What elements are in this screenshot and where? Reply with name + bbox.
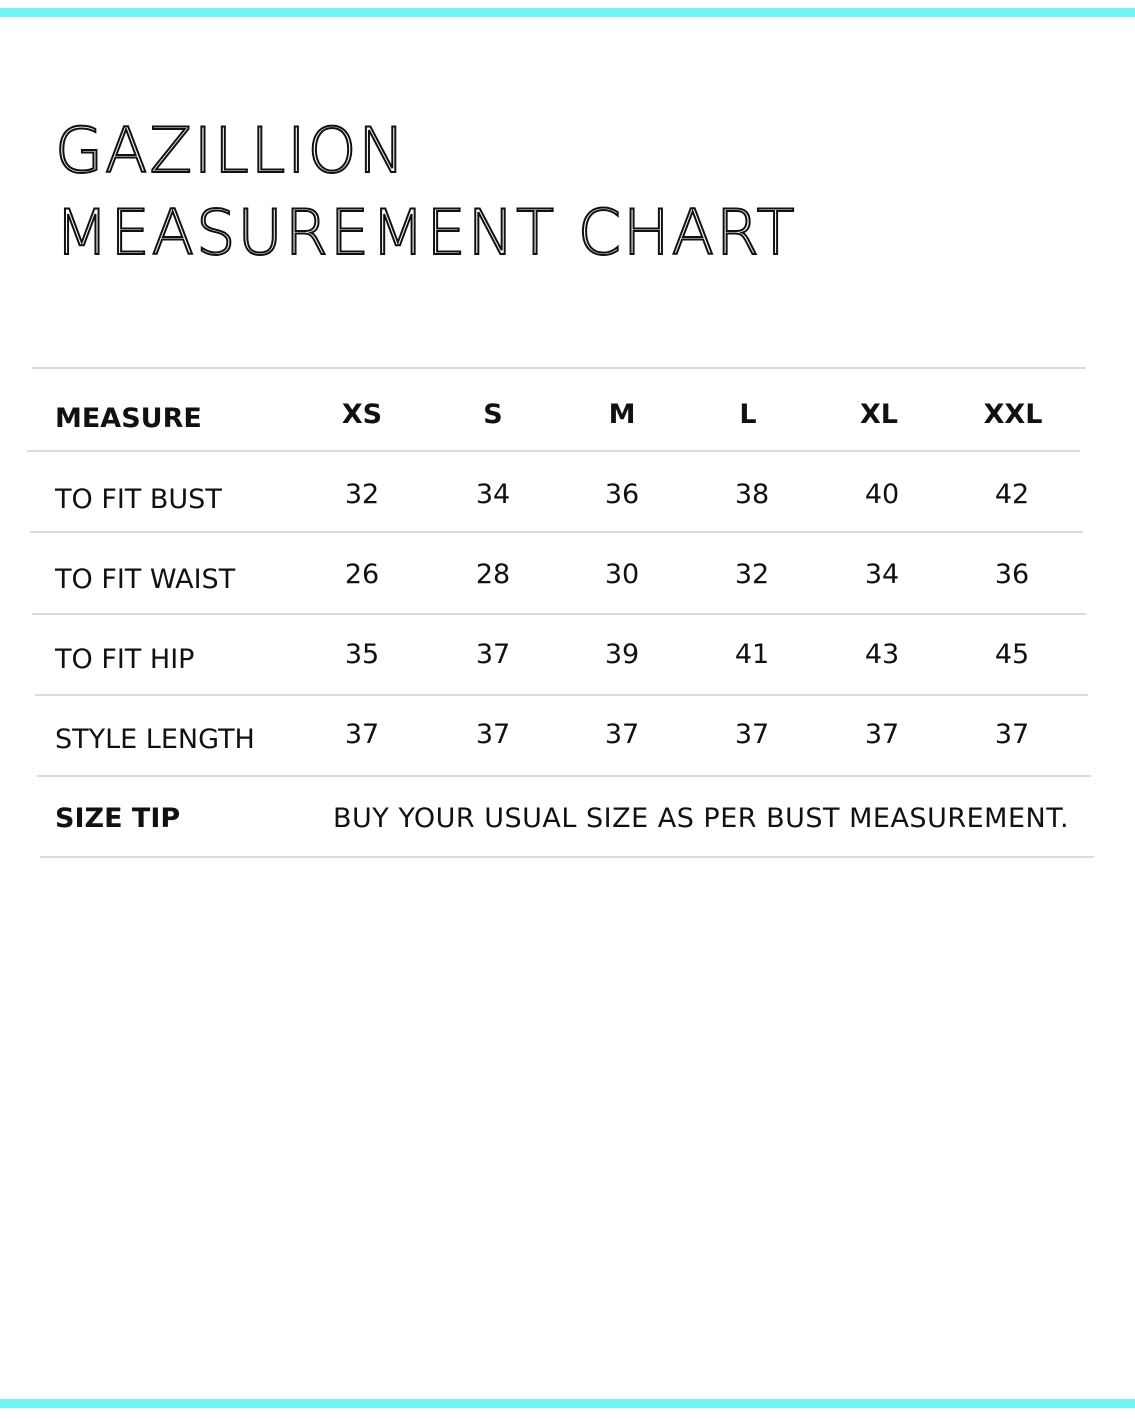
cell-value: 34 [864,559,900,590]
cell-value: 35 [344,639,380,670]
header-size: XL [859,399,899,430]
table-rule [30,531,1083,533]
header-size: S [483,399,503,430]
row-label: TO FIT HIP [55,644,195,675]
header-size: M [608,399,636,430]
cell-value: 28 [475,559,511,590]
table-rule-header [27,450,1080,452]
cell-value: 40 [864,479,900,510]
cell-value: 41 [734,639,770,670]
cell-value: 38 [734,479,770,510]
table-rule [37,775,1091,777]
header-size: XS [341,399,383,430]
cell-value: 37 [864,719,900,750]
top-accent-bar [0,8,1135,17]
row-label: TO FIT BUST [55,484,222,515]
cell-value: 37 [604,719,640,750]
cell-value: 36 [604,479,640,510]
row-label: TO FIT WAIST [55,564,236,595]
cell-value: 37 [344,719,380,750]
title-brand: GAZILLION [55,114,407,187]
size-tip-text: BUY YOUR USUAL SIZE AS PER BUST MEASUREMENT. [333,803,1070,834]
cell-value: 43 [864,639,900,670]
table-rule-top [32,367,1086,369]
cell-value: 42 [994,479,1030,510]
page-title [55,110,796,274]
cell-value: 37 [994,719,1030,750]
cell-value: 26 [344,559,380,590]
header-size: XXL [983,399,1043,430]
size-tip-label: SIZE TIP [55,803,181,834]
header-measure: MEASURE [55,403,202,434]
cell-value: 32 [344,479,380,510]
cell-value: 37 [475,639,511,670]
cell-value: 36 [994,559,1030,590]
row-label: STYLE LENGTH [55,724,255,755]
cell-value: 32 [734,559,770,590]
cell-value: 34 [475,479,511,510]
table-rule [35,694,1088,696]
title-subtitle: MEASUREMENT CHART [55,196,797,269]
header-size: L [739,399,757,430]
cell-value: 37 [734,719,770,750]
table-rule-bottom [40,856,1094,858]
cell-value: 37 [475,719,511,750]
table-rule [32,613,1086,615]
bottom-accent-bar [0,1399,1135,1408]
cell-value: 39 [604,639,640,670]
cell-value: 30 [604,559,640,590]
cell-value: 45 [994,639,1030,670]
